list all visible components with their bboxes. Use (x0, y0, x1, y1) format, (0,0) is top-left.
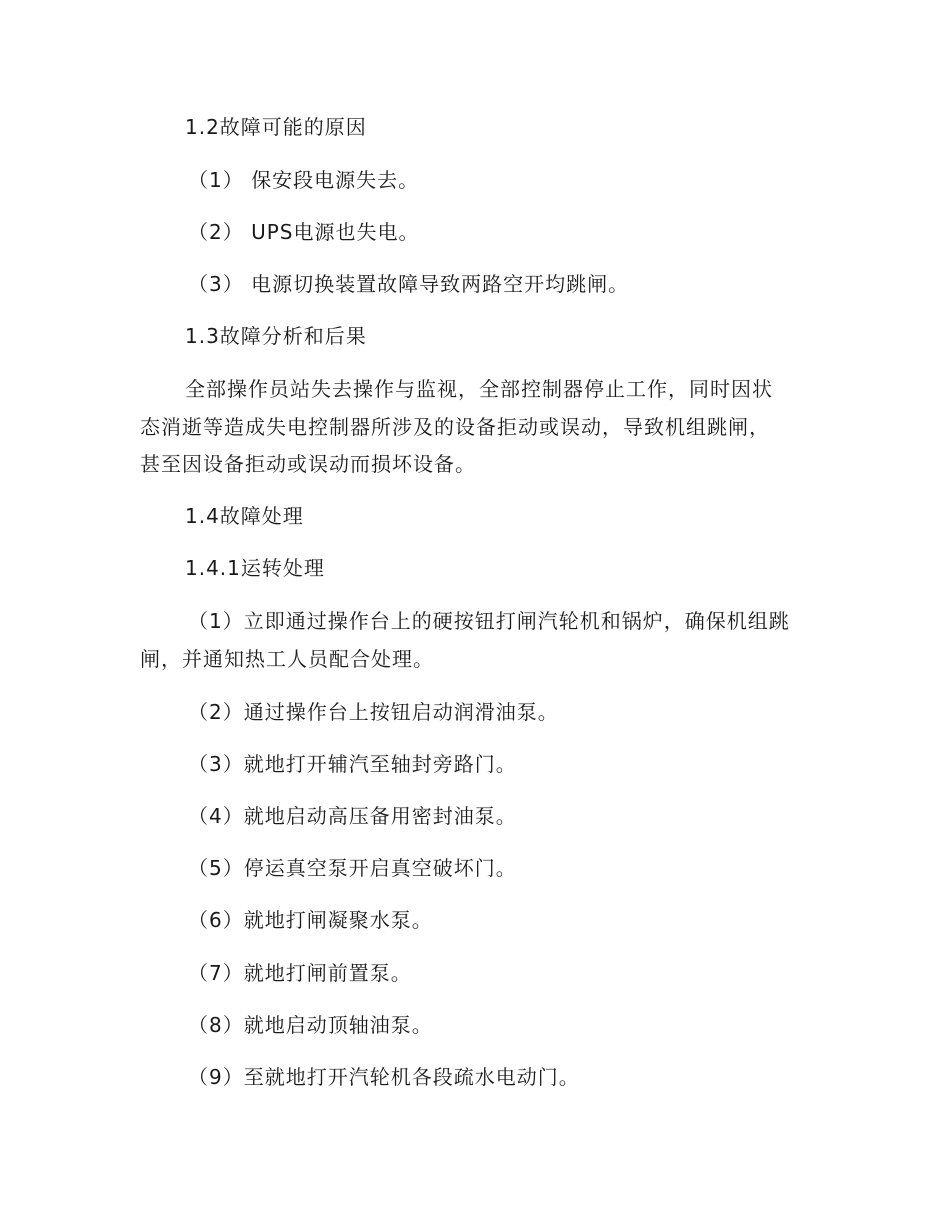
handling-item-4: （4）就地启动高压备用密封油泵。 (188, 804, 517, 828)
cause-item-3: （3） 电源切换装置故障导致两路空开均跳闸。 (188, 272, 630, 296)
handling-item-8: （8）就地启动顶轴油泵。 (188, 1013, 433, 1037)
handling-item-2: （2）通过操作台上按钮启动润滑油泵。 (188, 700, 559, 724)
section-heading-1-2: 1.2故障可能的原因 (185, 115, 367, 139)
handling-item-3: （3）就地打开辅汽至轴封旁路门。 (188, 752, 517, 776)
handling-item-7: （7）就地打闸前置泵。 (188, 961, 412, 985)
cause-item-1: （1） 保安段电源失去。 (188, 168, 420, 192)
section-heading-1-3: 1.3故障分析和后果 (185, 324, 367, 348)
paragraph-line: 全部操作员站失去操作与监视，全部控制器停止工作，同时因状 (185, 377, 773, 401)
handling-item-9: （9）至就地打开汽轮机各段疏水电动门。 (188, 1065, 580, 1089)
handling-item-1-line2: 闸，并通知热工人员配合处理。 (140, 647, 434, 671)
paragraph-line: 甚至因设备拒动或误动而损坏设备。 (140, 452, 476, 476)
handling-item-5: （5）停运真空泵开启真空破坏门。 (188, 856, 517, 880)
section-heading-1-4-1: 1.4.1运转处理 (185, 556, 325, 580)
cause-item-2: （2） UPS电源也失电。 (188, 220, 420, 244)
section-heading-1-4: 1.4故障处理 (185, 504, 304, 528)
paragraph-line: 态消逝等造成失电控制器所涉及的设备拒动或误动，导致机组跳闸， (140, 415, 770, 439)
handling-item-6: （6）就地打闸凝聚水泵。 (188, 908, 433, 932)
handling-item-1-line1: （1）立即通过操作台上的硬按钮打闸汽轮机和锅炉，确保机组跳 (188, 609, 790, 633)
